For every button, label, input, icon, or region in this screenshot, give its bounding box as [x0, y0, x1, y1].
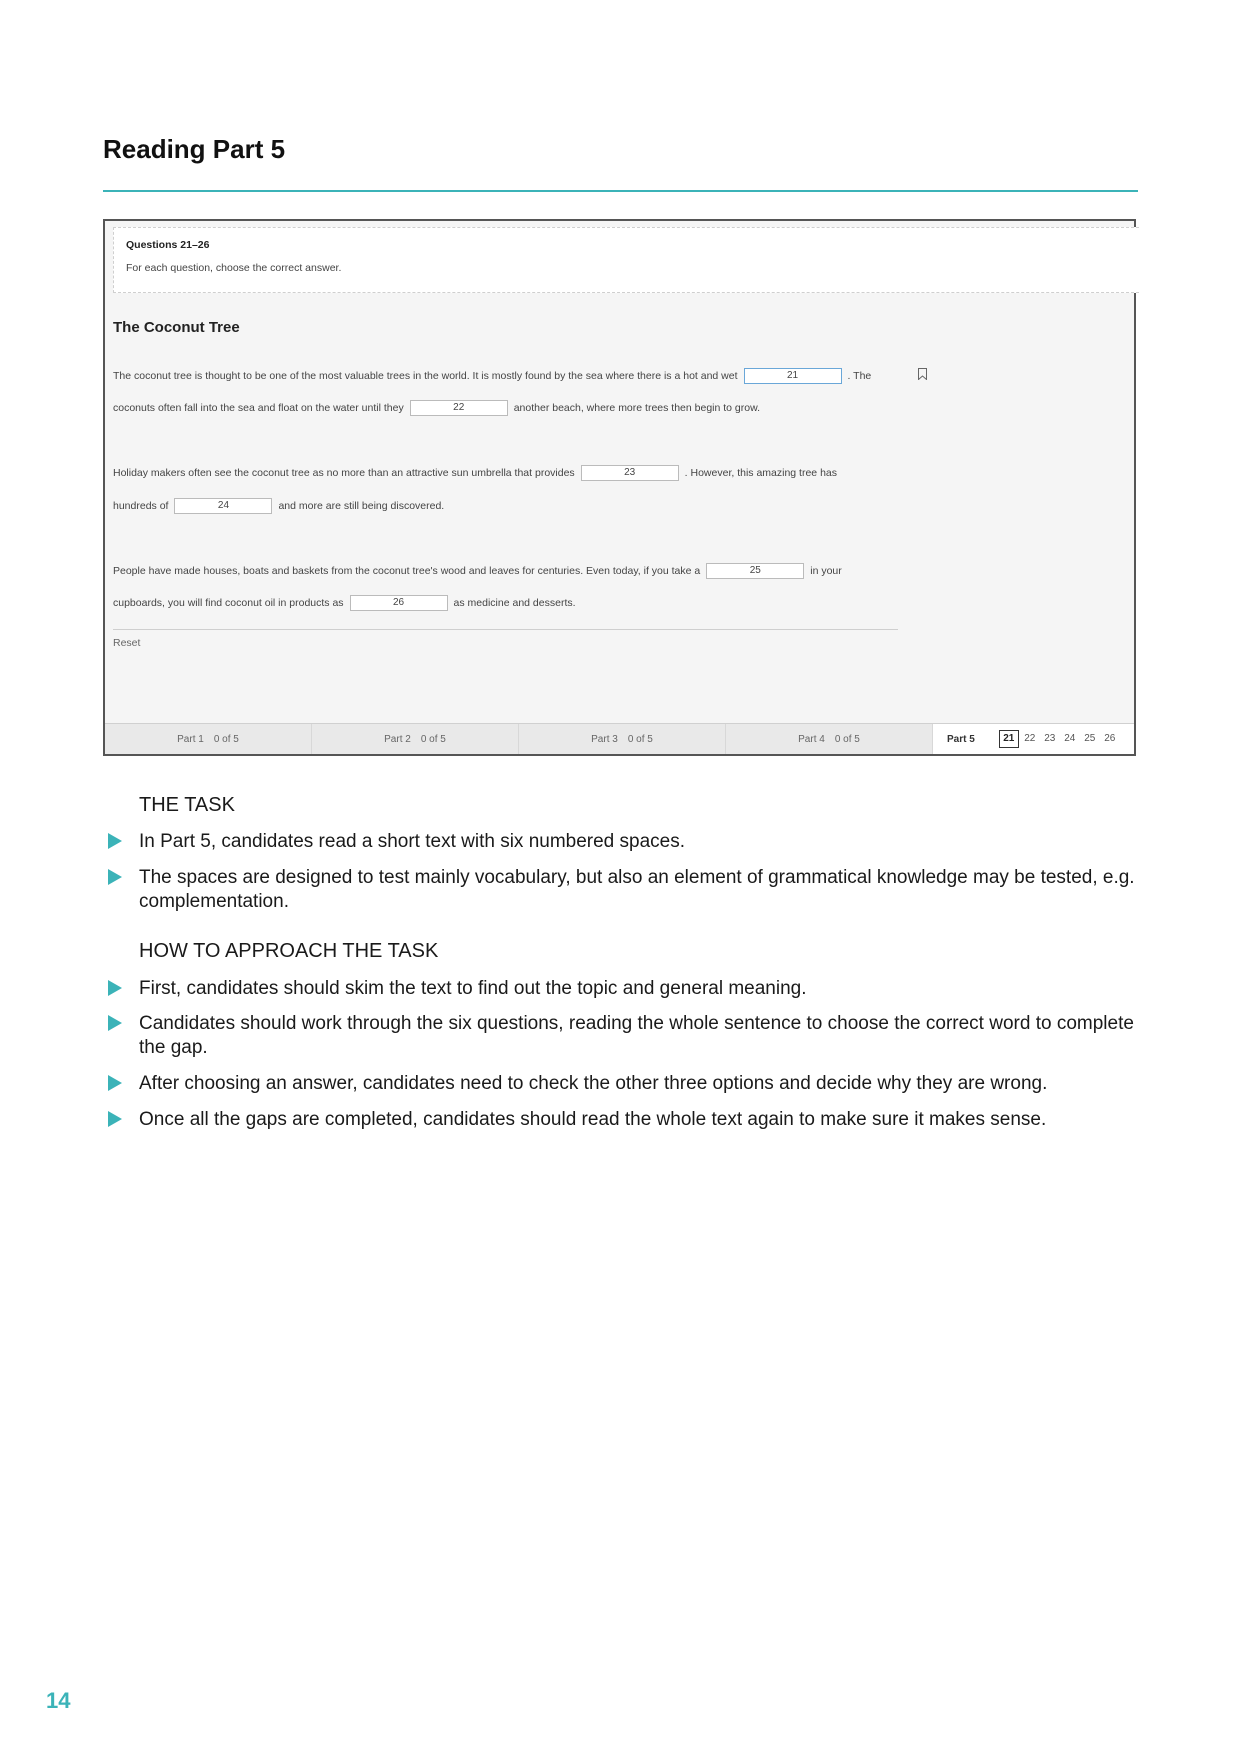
triangle-bullet-icon	[108, 1015, 122, 1031]
reading-title: The Coconut Tree	[113, 319, 240, 336]
text-line	[113, 368, 871, 384]
gap-21-input[interactable]: 21	[744, 368, 842, 384]
nav-part-4[interactable]	[726, 724, 933, 754]
instructions-box	[113, 227, 1139, 293]
question-22-button[interactable]: 22	[1024, 733, 1036, 744]
text-line	[113, 595, 576, 611]
approach-section-title: HOW TO APPROACH THE TASK	[139, 940, 439, 962]
line-text: another beach, where more trees then begin to grow.	[513, 402, 761, 414]
question-21-button[interactable]: 21	[999, 730, 1019, 748]
heading-divider	[103, 190, 1138, 192]
triangle-bullet-icon	[108, 1075, 122, 1091]
bookmark-icon[interactable]	[918, 368, 927, 380]
approach-bullet	[108, 977, 1138, 1001]
line-text: as medicine and desserts.	[453, 597, 576, 609]
text-line	[113, 400, 760, 416]
bullet-text: In Part 5, candidates read a short text with six numbered spaces.	[139, 831, 686, 852]
gap-26-input[interactable]: 26	[350, 595, 448, 611]
line-text: The coconut tree is thought to be one of the most valuable trees in the world. It is mostly found by the sea where there is a hot and wet	[113, 370, 738, 382]
part-navigation	[105, 723, 1134, 754]
line-text: Holiday makers often see the coconut tree as no more than an attractive sun umbrella that provides	[113, 467, 575, 479]
bullet-text: After choosing an answer, candidates need to check the other three options and decide why they are wrong.	[139, 1073, 1048, 1094]
line-text: coconuts often fall into the sea and float on the water until they	[113, 402, 404, 414]
approach-bullet	[108, 1012, 1138, 1060]
question-24-button[interactable]: 24	[1064, 733, 1076, 744]
nav-part-count: 0 of 5	[834, 733, 860, 745]
approach-bullet	[108, 1108, 1138, 1132]
nav-part-2[interactable]	[312, 724, 519, 754]
instructions-text: For each question, choose the correct answer.	[126, 262, 342, 274]
nav-part-3[interactable]	[519, 724, 726, 754]
triangle-bullet-icon	[108, 833, 122, 849]
page-heading: Reading Part 5	[103, 134, 286, 164]
nav-part-label: Part 1	[177, 733, 204, 745]
nav-part-count: 0 of 5	[213, 733, 239, 745]
line-text: cupboards, you will find coconut oil in products as	[113, 597, 344, 609]
triangle-bullet-icon	[108, 1111, 122, 1127]
gap-23-input[interactable]: 23	[581, 465, 679, 481]
line-text: hundreds of	[113, 500, 169, 512]
task-bullet	[108, 866, 1138, 914]
triangle-bullet-icon	[108, 869, 122, 885]
approach-bullet	[108, 1072, 1138, 1096]
task-bullet	[108, 830, 1138, 854]
bullet-text: Candidates should work through the six questions, reading the whole sentence to choose the correct word to complete the gap.	[139, 1013, 1134, 1058]
text-line	[113, 465, 837, 481]
nav-part-1[interactable]	[105, 724, 312, 754]
triangle-bullet-icon	[108, 980, 122, 996]
line-text: . The	[847, 370, 872, 382]
reset-button[interactable]: Reset	[113, 637, 141, 649]
line-text: . However, this amazing tree has	[684, 467, 837, 479]
nav-part-label: Part 2	[384, 733, 411, 745]
gap-22-input[interactable]: 22	[410, 400, 508, 416]
text-line	[113, 563, 842, 579]
question-25-button[interactable]: 25	[1084, 733, 1096, 744]
nav-part-5[interactable]	[933, 724, 1134, 754]
nav-part-label: Part 4	[798, 733, 825, 745]
task-section-title: THE TASK	[139, 794, 235, 816]
exam-screenshot	[103, 219, 1136, 756]
text-line	[113, 498, 444, 514]
nav-part-count: 0 of 5	[627, 733, 653, 745]
gap-24-input[interactable]: 24	[174, 498, 272, 514]
bullet-text: First, candidates should skim the text to find out the topic and general meaning.	[139, 978, 807, 999]
bullet-text: The spaces are designed to test mainly vocabulary, but also an element of grammatical knowledge may be tested, e.g. complementation.	[139, 867, 1135, 912]
line-text: People have made houses, boats and baskets from the coconut tree's wood and leaves for centuries. Even today, if you take a	[113, 565, 701, 577]
text-divider	[113, 629, 898, 630]
question-26-button[interactable]: 26	[1104, 733, 1116, 744]
nav-part-count: 0 of 5	[420, 733, 446, 745]
nav-current-part-label: Part 5	[947, 733, 975, 745]
bullet-text: Once all the gaps are completed, candidates should read the whole text again to make sure it makes sense.	[139, 1109, 1047, 1130]
line-text: and more are still being discovered.	[278, 500, 445, 512]
line-text: in your	[810, 565, 842, 577]
gap-25-input[interactable]: 25	[706, 563, 804, 579]
page-number: 14	[46, 1688, 71, 1713]
nav-part-label: Part 3	[591, 733, 618, 745]
question-23-button[interactable]: 23	[1044, 733, 1056, 744]
instructions-title: Questions 21–26	[126, 239, 210, 251]
